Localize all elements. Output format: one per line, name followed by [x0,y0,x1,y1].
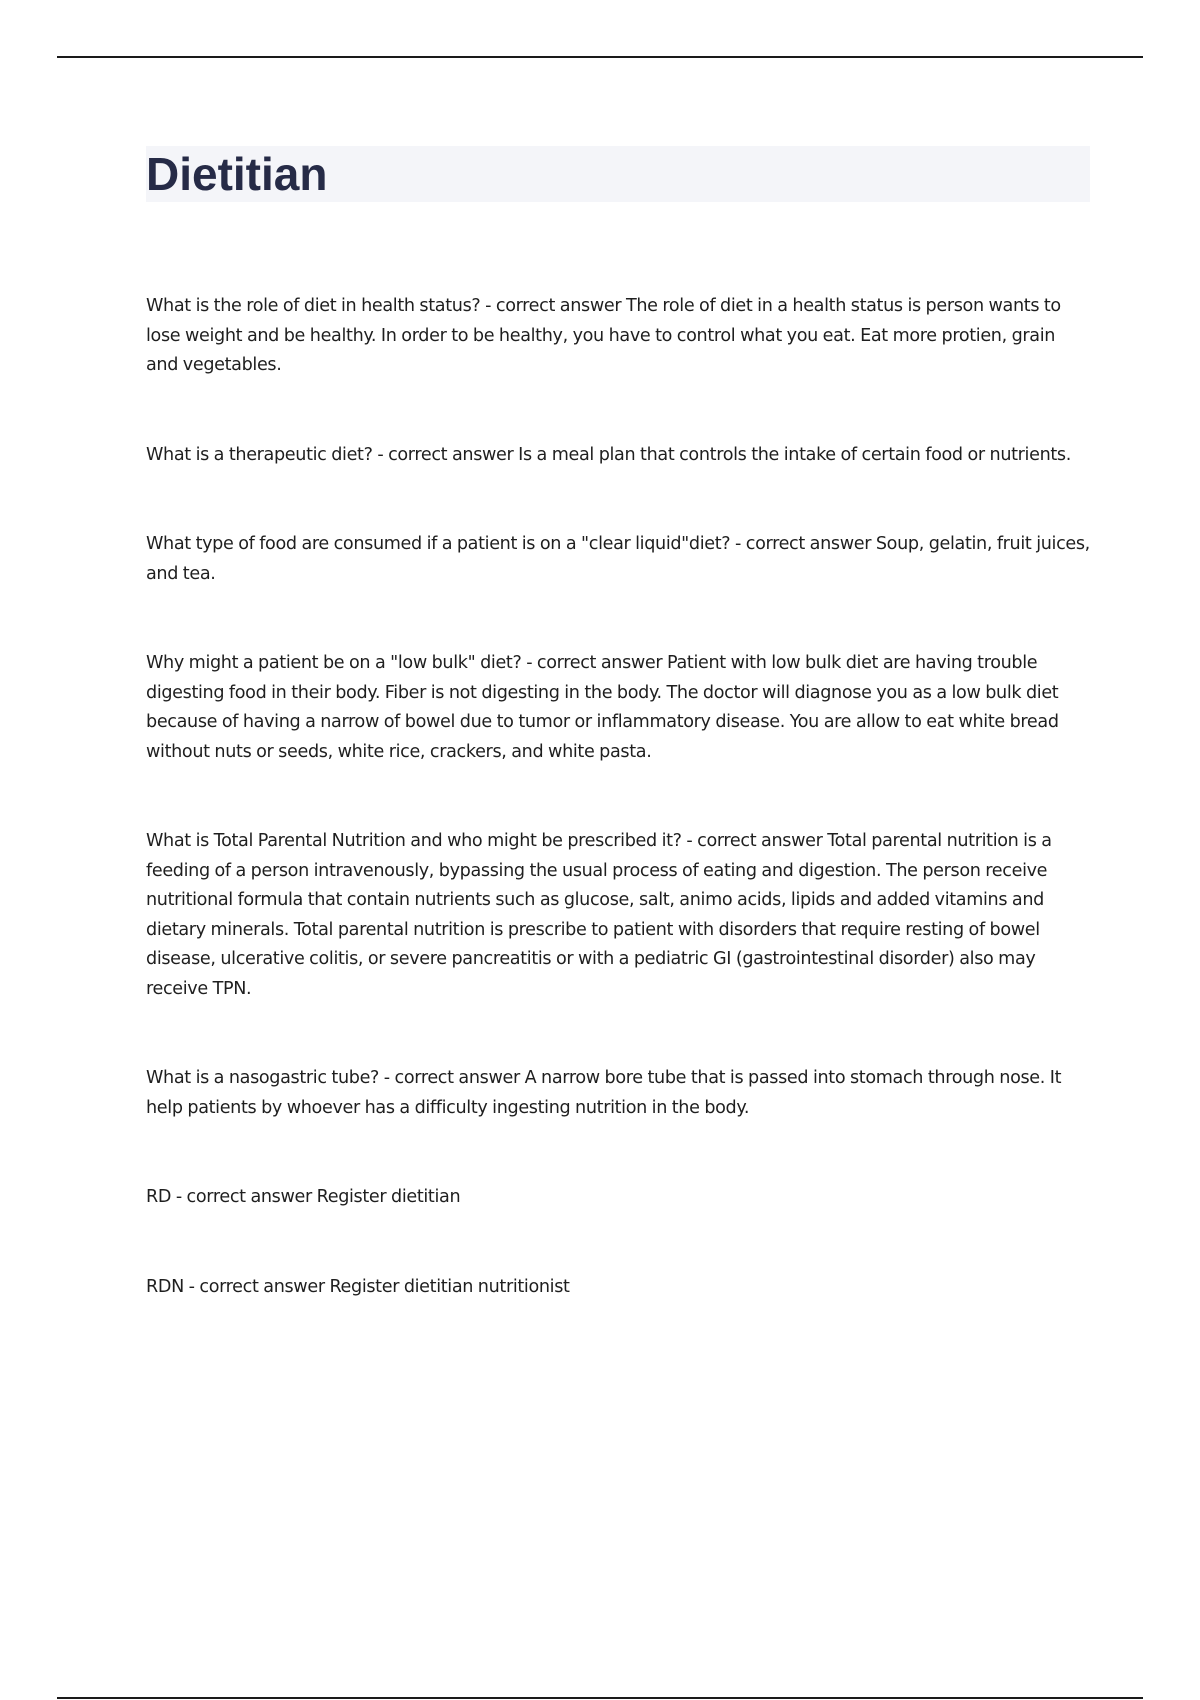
qa-entry-low-bulk-diet: Why might a patient be on a "low bulk" diet? - correct answer Patient with low bulk diet are having trouble digesting food in their body. Fiber is not digesting in the body. The doctor will diagnose you as a low bulk diet because of having a narrow of bowel due to tumor or inflammatory disease. You are allow to eat white bread without nuts or seeds, white rice, crackers, and white pasta. [146,653,1059,762]
qa-list [146,292,1090,1362]
qa-entry-rdn: RDN - correct answer Register dietitian nutritionist [146,1276,570,1297]
qa-entry-clear-liquid-diet: What type of food are consumed if a patient is on a "clear liquid"diet? - correct answer Soup, gelatin, fruit juices, and tea. [146,534,1090,584]
document-title: Dietitian [146,148,328,200]
qa-entry-rd: RD - correct answer Register dietitian [146,1187,461,1207]
qa-entry-total-parental-nutrition: What is Total Parental Nutrition and who might be prescribed it? - correct answer Total parental nutrition is a feeding of a person intravenously, bypassing the usual process of eating and digestion. The person receive nutritional formula that contain nutrients such as glucose, salt, animo acids, lipids and added vitamins and dietary minerals. Total parental nutrition is prescribe to patient with disorders that require resting of bowel disease, ulcerative colitis, or severe pancreatitis or with a pediatric GI (gastrointestinal disorder) also may receive TPN. [146,831,1052,999]
qa-entry-therapeutic-diet: What is a therapeutic diet? - correct answer Is a meal plan that controls the intake of certain food or nutrients. [146,444,1071,465]
top-rule [57,56,1143,58]
qa-entry-diet-role: What is the role of diet in health status? - correct answer The role of diet in a health status is person wants to lose weight and be healthy. In order to be healthy, you have to control what you eat. Eat more protien, grain and vegetables. [146,296,1061,375]
qa-entry-nasogastric-tube: What is a nasogastric tube? - correct answer A narrow bore tube that is passed into stomach through nose. It help patients by whoever has a difficulty ingesting nutrition in the body. [146,1068,1062,1118]
bottom-rule [57,1697,1143,1699]
